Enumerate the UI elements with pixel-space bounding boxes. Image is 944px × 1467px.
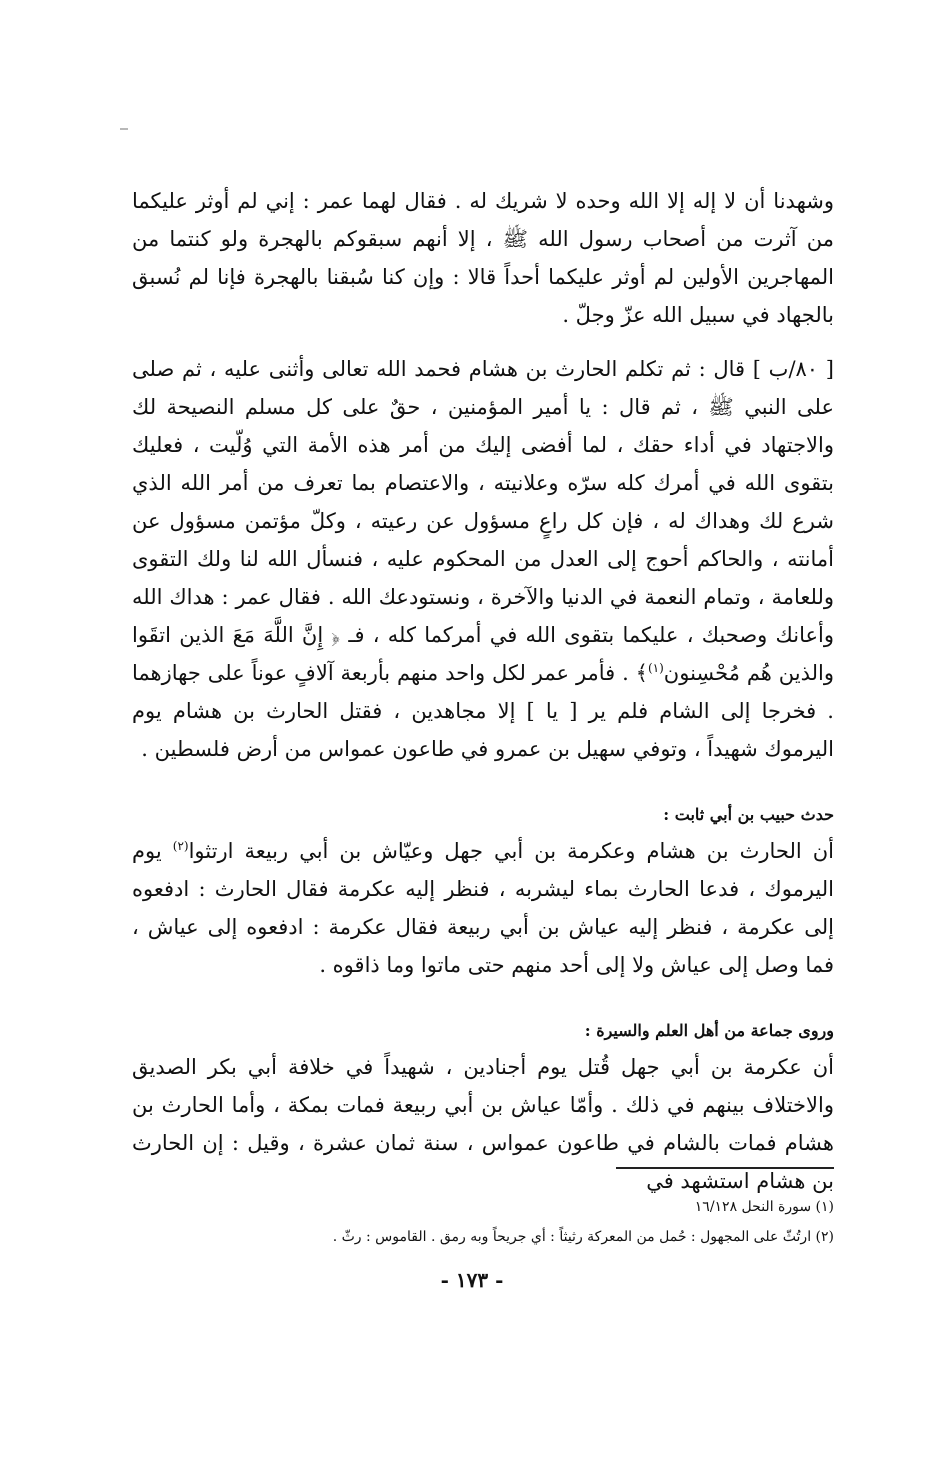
paragraph-habib-continuation: يوم اليرموك ، فدعا الحارث بماء ليشربه ، فنظر إليه عكرمة فقال الحارث : ادفعوه إلى عكرمة ، فنظر إليه عياش بن أبي ربيعة فقال عكرمة : ادفعوه إلى عياش ، فما وصل إلى عياش ولا إلى أحد منهم حتى ماتوا وما ذاقوه . <box>132 839 834 977</box>
main-text <box>132 182 834 1200</box>
section-heading-habib: حدث حبيب بن أبي ثابت : <box>663 805 834 824</box>
scan-mark <box>120 128 128 130</box>
footnote-ref-1: (١) <box>647 661 664 675</box>
page-number: - ١٧٣ - <box>440 1268 504 1292</box>
paragraph-1: وشهدنا أن لا إله إلا الله وحده لا شريك له . فقال لهما عمر : إني لم أوثر عليكما من آثرت من أصحاب رسول الله ﷺ ، إلا أنهم سبقوكم بالهجرة ولو كنتما من المهاجرين الأولين لم أوثر عليكما أحداً قالا : وإن كنا سُبقنا بالهجرة فإنا لم نُسبق بالجهاد في سبيل الله عزّ وجلّ . <box>132 189 834 327</box>
paragraph-2-continuation: ﴾ . فأمر عمر لكل واحد منهم بأربعة آلافٍ عوناً على جهازهما . فخرجا إلى الشام فلم ير [ يا ] إلا مجاهدين ، فقتل الحارث بن هشام يوم اليرموك شهيداً ، وتوفي سهيل بن عمرو في طاعون عمواس من أرض فلسطين . <box>132 661 834 761</box>
footnote-2: (٢) ارتُثّ على المجهول : حُمل من المعركة رثيثاً : أي جريحاً وبه رمق . القاموس : رثّ . <box>332 1229 834 1245</box>
section-heading-jamaa: وروى جماعة من أهل العلم والسيرة : <box>584 1021 834 1040</box>
footnote-ref-2: (٢) <box>172 839 189 853</box>
paragraph-2 <box>132 350 834 768</box>
paragraph-habib <box>132 832 834 984</box>
paragraph-2-text: [ ٨٠/ب ] قال : ثم تكلم الحارث بن هشام فحمد الله تعالى وأثنى عليه ، ثم صلى على النبي ﷺ ، ثم قال : يا أمير المؤمنين ، حقٌ على كل مسلم النصيحة لك والاجتهاد في أداء حقك ، لما أفضى إليك من أمر هذه الأمة التي وُلّيت ، فعليك بتقوى الله في أمرك كله سرّه وعلانيته ، والاعتصام بما تعرف من أمر الله الذي شرع لك وهداك له ، فإن كل راعٍ مسؤول عن رعيته ، وكلّ مؤتمن مسؤول عن أمانته ، والحاكم أحوج إلى العدل من المحكوم عليه ، فنسأل الله لنا ولك التقوى وللعامة ، وتمام النعمة في الدنيا والآخرة ، ونستودعك الله . فقال عمر : هداك الله وأعانك وصحبك ، عليكما بتقوى الله في أمركما كله ، فـ ﴿ إِنَّ اللَّهَ مَعَ الذين اتقَوا والذين هُم مُحْسِنون <box>132 357 834 685</box>
footnote-divider <box>616 1167 834 1169</box>
footnote-1: (١) سورة النحل ١٦/١٢٨ <box>694 1199 834 1215</box>
footnotes <box>132 1192 834 1252</box>
paragraph-jamaa: أن عكرمة بن أبي جهل قُتل يوم أجنادين ، شهيداً في خلافة أبي بكر الصديق والاختلاف بينهم في ذلك . وأمّا عياش بن أبي ربيعة فمات بمكة ، وأما الحارث بن هشام فمات بالشام في طاعون عمواس ، سنة ثمان عشرة ، وقيل : إن الحارث بن هشام استشهد في <box>132 1055 834 1193</box>
paragraph-habib-text: أن الحارث بن هشام وعكرمة بن أبي جهل وعيّاش بن أبي ربيعة ارتثوا <box>188 839 834 863</box>
